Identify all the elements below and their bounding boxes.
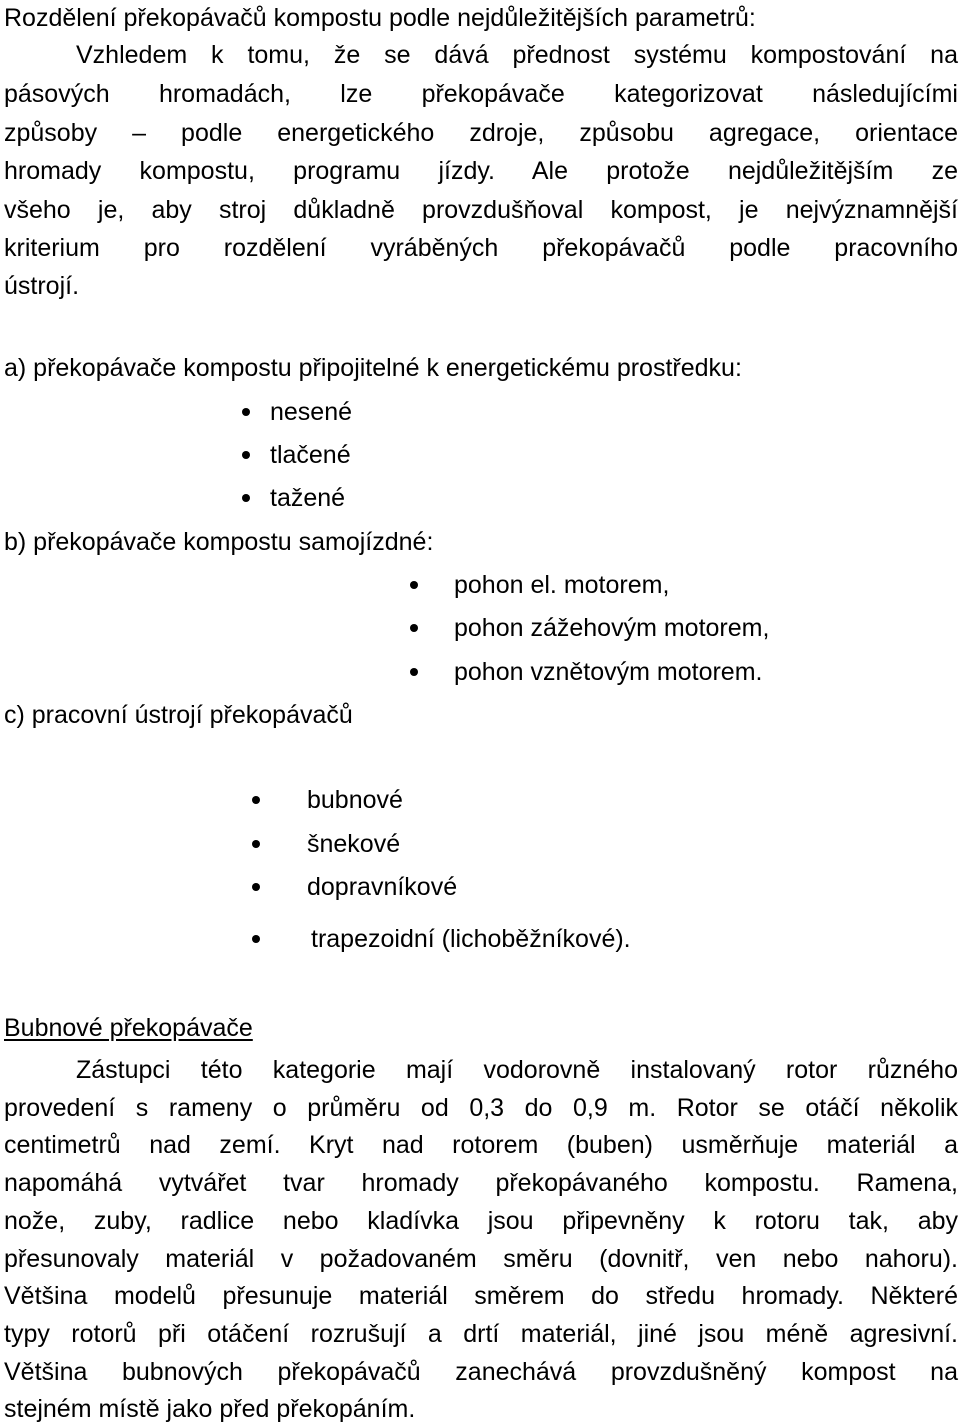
list-item-label: dopravníkové <box>307 873 458 901</box>
drum-paragraph-line: Většina bubnových překopávačů zanechává provzdušněný kompost na <box>4 1358 958 1386</box>
drum-paragraph-line: typy rotorů při otáčení rozrušují a drtí materiál, jiné jsou méně agresivní. <box>4 1320 958 1348</box>
drum-paragraph-line: napomáhá vytvářet tvar hromady překopávaného kompostu. Ramena, <box>4 1169 958 1197</box>
drum-paragraph-line: Většina modelů přesunuje materiál směrem do středu hromady. Některé <box>4 1282 958 1310</box>
bullet-icon <box>242 494 250 502</box>
list-item-label: pohon el. motorem, <box>454 571 670 599</box>
bullet-icon <box>252 840 260 848</box>
list-item-label: pohon zážehovým motorem, <box>454 614 770 642</box>
drum-paragraph-line: přesunovaly materiál v požadovaném směru (dovnitř, ven nebo nahoru). <box>4 1245 958 1273</box>
page-title: Rozdělení překopávačů kompostu podle nejdůležitějších parametrů: <box>4 4 756 32</box>
bullet-icon <box>410 624 418 632</box>
intro-paragraph-line: ústrojí. <box>4 272 80 300</box>
list-item-label: tlačené <box>270 441 351 469</box>
bullet-icon <box>242 408 250 416</box>
list-item-label: trapezoidní (lichoběžníkové). <box>311 925 631 953</box>
section-c-heading: c) pracovní ústrojí překopávačů <box>4 701 353 729</box>
intro-paragraph-line: pásových hromadách, lze překopávače kategorizovat následujícími <box>4 80 958 108</box>
bullet-icon <box>242 451 250 459</box>
drum-paragraph-line: centimetrů nad zemí. Kryt nad rotorem (buben) usměrňuje materiál a <box>4 1131 958 1159</box>
intro-paragraph-line: způsoby – podle energetického zdroje, způsobu agregace, orientace <box>4 119 958 147</box>
intro-paragraph-line: Vzhledem k tomu, že se dává přednost systému kompostování na <box>76 41 958 69</box>
drum-paragraph-line: Zástupci této kategorie mají vodorovně instalovaný rotor různého <box>76 1056 958 1084</box>
bullet-icon <box>410 668 418 676</box>
list-item-label: bubnové <box>307 786 403 814</box>
section-a-heading: a) překopávače kompostu připojitelné k energetickému prostředku: <box>4 354 742 382</box>
intro-paragraph-line: hromady kompostu, programu jízdy. Ale protože nejdůležitějším ze <box>4 157 958 185</box>
list-item-label: šnekové <box>307 830 401 858</box>
intro-paragraph-line: všeho je, aby stroj důkladně provzdušňoval kompost, je nejvýznamnější <box>4 196 958 224</box>
bullet-icon <box>252 883 260 891</box>
intro-paragraph-line: kriterium pro rozdělení vyráběných překopávačů podle pracovního <box>4 234 958 262</box>
section-b-heading: b) překopávače kompostu samojízdné: <box>4 528 434 556</box>
drum-paragraph-line: nože, zuby, radlice nebo kladívka jsou připevněny k rotoru tak, aby <box>4 1207 958 1235</box>
list-item-label: pohon vznětovým motorem. <box>454 658 763 686</box>
drum-paragraph-line: stejném místě jako před překopáním. <box>4 1395 416 1423</box>
list-item-label: nesené <box>270 398 353 426</box>
bullet-icon <box>410 581 418 589</box>
bullet-icon <box>252 935 260 943</box>
drum-paragraph-line: provedení s rameny o průměru od 0,3 do 0,9 m. Rotor se otáčí několik <box>4 1094 958 1122</box>
section-heading-drum: Bubnové překopávače <box>4 1014 253 1042</box>
list-item-label: tažené <box>270 484 346 512</box>
bullet-icon <box>252 796 260 804</box>
